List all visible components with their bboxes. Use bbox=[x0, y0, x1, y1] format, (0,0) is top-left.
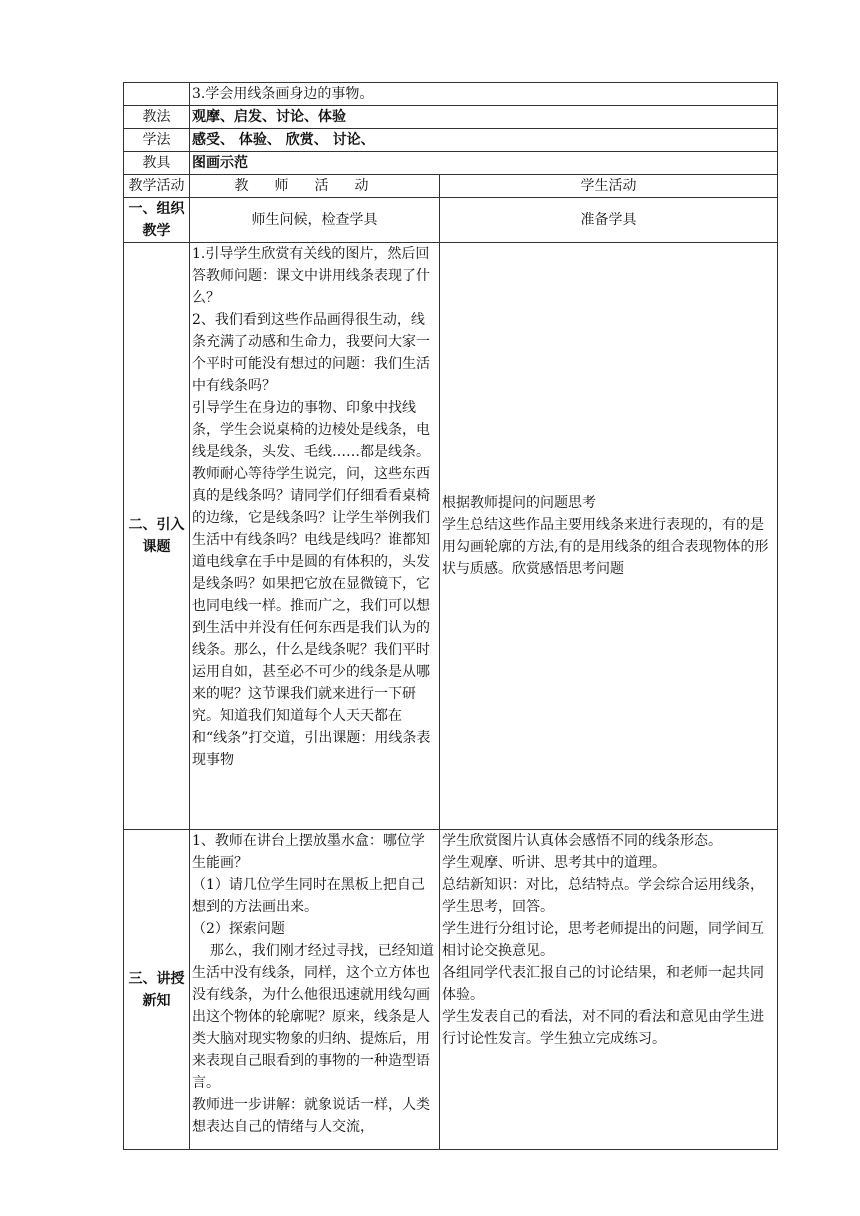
section-organize-label: 一、组织教学 bbox=[124, 198, 190, 243]
new-student-paragraph: 学生发表自己的看法，对不同的看法和意见由学生进行讨论性发言。学生独立完成练习。 bbox=[442, 1009, 764, 1047]
new-student-paragraph: 总结新知识：对比，总结特点。学会综合运用线条， bbox=[442, 877, 764, 893]
intro-student-paragraph: 学生总结这些作品主要用线条来进行表现的，有的是用勾画轮廓的方法,有的是用线条的组合表现物体的形状与质感。欣赏感悟思考问题 bbox=[442, 517, 769, 577]
section-intro-row bbox=[124, 243, 778, 830]
section-new-knowledge-teacher bbox=[190, 830, 440, 1150]
intro-teacher-paragraph: 1.引导学生欣赏有关线的图片，然后回答教师问题：课文中讲用线条表现了什么？ bbox=[192, 246, 430, 306]
teaching-method-label: 教法 bbox=[124, 106, 190, 129]
new-student-paragraph: 学生进行分组讨论，思考老师提出的问题，同学间互相讨论交换意见。 bbox=[442, 921, 764, 959]
lesson-plan-table bbox=[123, 82, 778, 1150]
goal-text: 3.学会用线条画身边的事物。 bbox=[190, 83, 778, 106]
section-organize-student: 准备学具 bbox=[440, 198, 778, 243]
teaching-tools-value: 图画示范 bbox=[190, 152, 778, 175]
section-intro-teacher bbox=[190, 243, 440, 830]
new-teacher-paragraph: （1）请几位学生同时在黑板上把自己想到的方法画出来。 bbox=[192, 877, 425, 915]
section-new-knowledge-label: 三、讲授新知 bbox=[124, 830, 190, 1150]
teaching-method-row bbox=[124, 106, 778, 129]
section-organize-row bbox=[124, 198, 778, 243]
new-student-paragraph: 学生欣赏图片认真体会感悟不同的线条形态。 bbox=[442, 833, 722, 849]
section-organize-teacher: 师生问候，检查学具 bbox=[190, 198, 440, 243]
learning-method-label: 学法 bbox=[124, 129, 190, 152]
section-intro-student bbox=[440, 243, 778, 830]
learning-method-value: 感受、 体验、 欣赏、 讨论、 bbox=[190, 129, 778, 152]
intro-teacher-paragraph: 引导学生在身边的事物、印象中找线条，学生会说桌椅的边棱处是线条，电线是线条，头发、毛线……都是线条。教师耐心等待学生说完，问，这些东西真的是线条吗？请同学们仔细看看桌椅的边缘，它是线条吗？让学生举例我们生活中有线条吗？电线是线吗？谁都知道电线拿在手中是圆的有体积的，头发是线条吗？如果把它放在显微镜下，它也同电线一样。推而广之，我们可以想到生活中并没有任何东西是我们认为的线条。那么，什么是线条呢？我们平时运用自如，甚至必不可少的线条是从哪来的呢？这节课我们就来进行一下研究。知道我们知道每个人天天都在和“线条”打交道，引出课题：用线条表现事物 bbox=[192, 400, 431, 768]
teaching-tools-row bbox=[124, 152, 778, 175]
section-intro-label: 二、引入课题 bbox=[124, 243, 190, 830]
new-teacher-paragraph: 教师进一步讲解：就象说话一样，人类想表达自己的情绪与人交流， bbox=[192, 1097, 430, 1135]
teaching-method-value: 观摩、启发、讨论、体验 bbox=[190, 106, 778, 129]
section-new-knowledge-row bbox=[124, 830, 778, 1150]
new-student-paragraph: 各组同学代表汇报自己的讨论结果，和老师一起共同体验。 bbox=[442, 965, 764, 1003]
new-student-paragraph: 学生观摩、听讲、思考其中的道理。 bbox=[442, 855, 666, 871]
new-teacher-paragraph: （2）探索问题 bbox=[192, 921, 285, 937]
new-teacher-paragraph: 1、教师在讲台上摆放墨水盒：哪位学生能画？ bbox=[192, 833, 425, 871]
section-new-knowledge-student bbox=[440, 830, 778, 1150]
intro-teacher-paragraph: 2、我们看到这些作品画得很生动，线条充满了动感和生命力，我要问大家一个平时可能没有想过的问题：我们生活中有线条吗？ bbox=[192, 312, 430, 394]
new-teacher-paragraph: 那么，我们刚才经过寻找，已经知道生活中没有线条，同样，这个立方体也没有线条，为什么他很迅速就用线勾画出这个物体的轮廓呢？原来，线条是人类大脑对现实物象的归纳、提炼后，用来表现自己眼看到的事物的一种造型语言。 bbox=[192, 943, 434, 1091]
header-teacher: 教师活动 bbox=[190, 175, 440, 198]
header-activity: 教学活动 bbox=[124, 175, 190, 198]
intro-student-paragraph: 根据教师提问的问题思考 bbox=[442, 495, 596, 511]
header-row bbox=[124, 175, 778, 198]
header-student: 学生活动 bbox=[440, 175, 778, 198]
new-student-paragraph: 学生思考，回答。 bbox=[442, 899, 554, 915]
goal-row bbox=[124, 83, 778, 106]
teaching-tools-label: 教具 bbox=[124, 152, 190, 175]
learning-method-row bbox=[124, 129, 778, 152]
empty-cell bbox=[124, 83, 190, 106]
